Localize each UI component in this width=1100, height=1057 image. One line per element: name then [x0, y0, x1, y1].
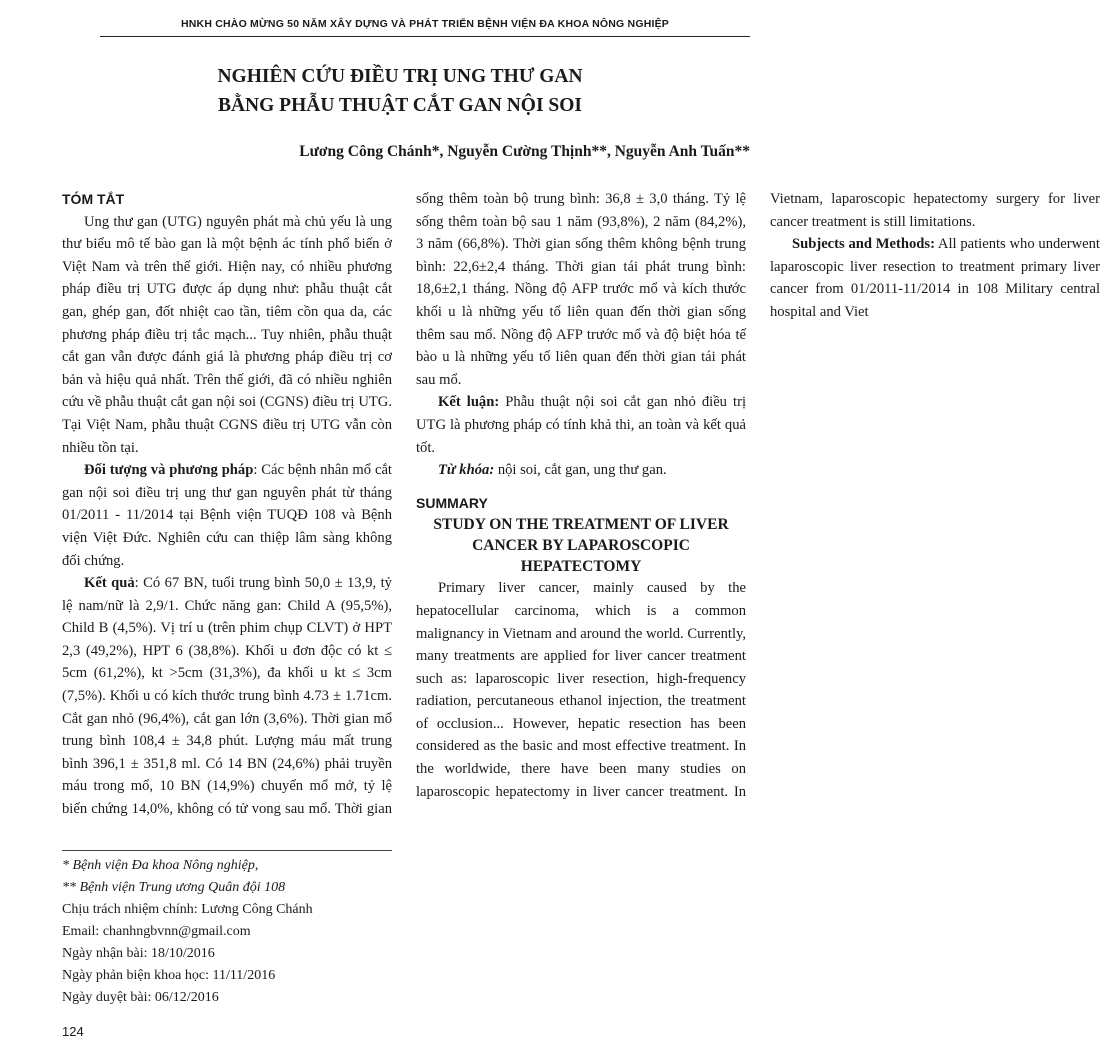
keywords-label: Từ khóa:: [438, 462, 495, 479]
author-email: Email: chanhngbvnn@gmail.com: [62, 924, 251, 939]
abstract-en-intro: Primary liver cancer, mainly caused by the hepatocellular carcinoma, which is a common malignancy in Vietnam and around the world. Currently, many treatments are applied for liver cancer treatment such as: laparoscopic liver resection, high-frequency radiation, percutaneous ethanol injection, the treatment of occlusion... However, hepatic resection has been considered as the basic and most effective treatment. In the worldwide, there have been many studies on laparoscopic hepatectomy in liver cancer treatment. In Vietnam, laparoscopic hepatectomy surgery for liver cancer treatment is still limitations.: [416, 191, 1100, 800]
methods-text-flow: : Các bệnh nhân mổ cắt gan nội soi điều trị ung thư gan nguyên phát từ tháng 01/2011 - 11/2014 tại Bệnh viện TUQĐ 108 và Bệnh viện Việt Đức. Nghiên cứu can thiệp lâm sàng không đối chứng.: [62, 462, 392, 569]
title-line-1: NGHIÊN CỨU ĐIỀU TRỊ UNG THƯ GAN: [217, 66, 583, 87]
abstract-en-heading: SUMMARY: [416, 494, 488, 511]
abstract-flow: [62, 188, 1100, 838]
abstract-vi-intro-flow: Ung thư gan (UTG) nguyên phát mà chủ yếu là ung thư biểu mô tế bào gan là một bệnh ác tính phổ biến ở Việt Nam và trên thế giới. Hiện nay, có nhiều phương pháp điều trị UTG được áp dụng như: phẫu thuật cắt gan, ghép gan, đốt nhiệt cao tần, tiêm cồn qua da, các phương pháp điều trị tắc mạch... Tuy nhiên, phẫu thuật cắt gan vẫn được đánh giá là phương pháp điều trị cơ bản và hiệu quả nhất. Trên thế giới, đã có nhiều nghiên cứu về phẫu thuật cắt gan nội soi (CGNS) điều trị UTG. Tại Việt Nam, phẫu thuật CGNS điều trị UTG vẫn còn nhiều tồn tại.: [62, 213, 392, 456]
abstract-en-methods: [770, 233, 1100, 323]
results-label-flow: Kết quả: [84, 575, 135, 592]
conclusion-label: Kết luận:: [438, 394, 500, 411]
abstract-vi-heading-flow: TÓM TẮT: [62, 191, 125, 207]
date-accepted: Ngày duyệt bài: 06/12/2016: [62, 990, 219, 1005]
abstract-vi-keywords: [416, 459, 746, 482]
corresponding-author: Chịu trách nhiệm chính: Lương Công Chánh: [62, 902, 313, 917]
en-methods-label: Subjects and Methods:: [792, 236, 935, 253]
article-title: [100, 62, 700, 120]
footnote-divider: [62, 850, 392, 851]
abstract-vi-conclusion: [416, 391, 746, 459]
keywords-text: nội soi, cắt gan, ung thư gan.: [494, 462, 667, 479]
methods-label-flow: Đối tượng và phương pháp: [84, 462, 254, 479]
footnotes: [62, 850, 392, 1009]
affiliation-2: ** Bệnh viện Trung ương Quân đội 108: [62, 880, 286, 895]
date-reviewed: Ngày phản biện khoa học: 11/11/2016: [62, 968, 276, 983]
page-number: 124: [62, 1024, 84, 1039]
running-header: HNKH CHÀO MỪNG 50 NĂM XÂY DỰNG VÀ PHÁT TRIỂN BỆNH VIỆN ĐA KHOA NÔNG NGHIỆP: [100, 18, 750, 37]
abstract-en-title: STUDY ON THE TREATMENT OF LIVER CANCER BY LAPAROSCOPIC HEPATECTOMY: [433, 516, 729, 576]
affiliation-1: * Bệnh viện Đa khoa Nông nghiệp,: [62, 858, 259, 873]
conclusion-text: Phẫu thuật nội soi cắt gan nhỏ điều trị UTG là phương pháp có tính khả thi, an toàn và kết quả tốt.: [416, 394, 747, 456]
abstract-vi-methods-flow: [62, 459, 392, 572]
author-list: Lương Công Chánh*, Nguyễn Cường Thịnh**, Nguyễn Anh Tuấn**: [299, 143, 750, 160]
results-text-flow: : Có 67 BN, tuổi trung bình 50,0 ± 13,9, tỷ lệ nam/nữ là 2,9/1. Chức năng gan: Child A (95,5%), Child B (4,5%). Vị trí u (trên phim chụp CLVT) ở HPT 2,3 (49,2%), HPT 6 (38,8%). Khối u đơn độc có kt ≤ 5cm (61,2%), kt >5cm (31,3%), đa khối u kt ≤ 3cm (7,5%). Khối u có kích thước trung bình 4.73 ± 1.71cm. Cắt gan nhỏ (96,4%), cắt gan lớn (3,6%). Thời gian mổ trung bình 108,4 ± 34,8 phút. Lượng máu mất trung bình 396,1 ± 351,8 ml. Có 14 BN (24,6%) phải truyền máu trong mổ, 10 BN (14,9%) chuyển mổ mở, tỷ lệ biến chứng 14,0%, không có tử vong sau mổ. Thời gian sống thêm toàn bộ trung bình: 36,8 ± 3,0 tháng. Tỷ lệ sống thêm toàn bộ sau 1 năm (93,8%), 2 năm (84,2%), 3 năm (66,8%). Thời gian sống thêm không bệnh trung bình: 22,6±2,4 tháng. Thời gian tái phát trung bình: 18,6±2,1 tháng. Nồng độ AFP trước mổ và kích thước khối u là những yếu tố liên quan đến thời gian sống thêm sau mổ. Nồng độ AFP trước mổ và độ biệt hóa tế bào u là những yếu tố liên quan đến thời gian tái phát sau mổ.: [62, 191, 746, 818]
date-received: Ngày nhận bài: 18/10/2016: [62, 946, 215, 961]
en-methods-text: All patients who underwent laparoscopic liver resection to treatment primary liver cancer from 01/2011-11/2014 in 108 Military central hospital and Viet: [770, 236, 1100, 320]
title-line-2: BẰNG PHẪU THUẬT CẮT GAN NỘI SOI: [217, 95, 583, 116]
